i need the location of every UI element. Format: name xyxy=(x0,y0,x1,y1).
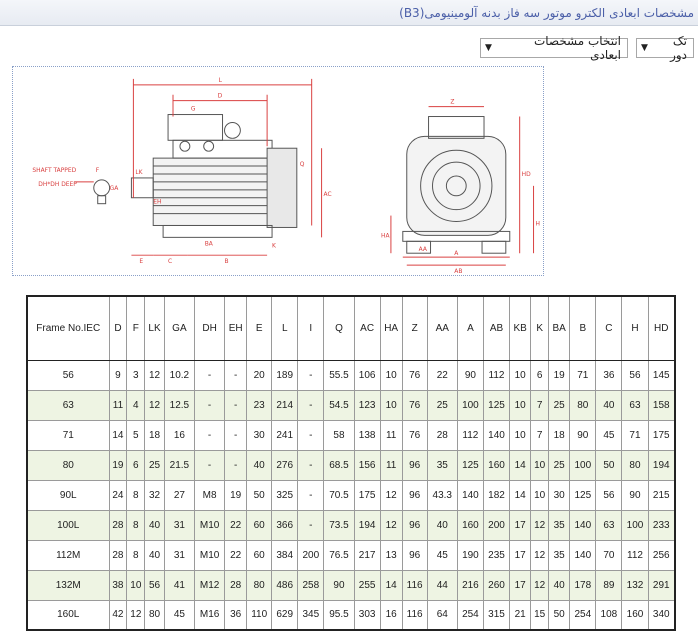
table-cell: 4 xyxy=(127,390,145,420)
column-header-l: L xyxy=(272,296,298,360)
table-cell: 10 xyxy=(127,570,145,600)
column-header-dh: DH xyxy=(195,296,225,360)
table-cell: 486 xyxy=(272,570,298,600)
dim-label-AA: AA xyxy=(418,246,427,254)
column-header-k: K xyxy=(531,296,549,360)
table-cell: 35 xyxy=(549,510,570,540)
table-cell: 12 xyxy=(380,480,402,510)
table-cell: 13 xyxy=(380,540,402,570)
table-cell: - xyxy=(225,420,247,450)
table-cell: 100 xyxy=(570,450,596,480)
table-cell: 76 xyxy=(402,360,427,390)
table-cell: 10 xyxy=(510,360,531,390)
table-row xyxy=(27,420,675,450)
column-header-d: D xyxy=(109,296,127,360)
table-cell: 8 xyxy=(127,540,145,570)
dim-label-GA: GA xyxy=(109,184,119,192)
table-cell: - xyxy=(298,360,324,390)
table-cell: 96 xyxy=(402,480,427,510)
table-cell: 19 xyxy=(109,450,127,480)
table-cell: 160 xyxy=(622,600,648,630)
table-cell: 56 xyxy=(596,480,622,510)
table-cell: 189 xyxy=(272,360,298,390)
table-cell: 8 xyxy=(127,510,145,540)
table-cell: - xyxy=(195,450,225,480)
table-row xyxy=(27,600,675,630)
dim-label-EH: EH xyxy=(153,198,162,206)
table-cell: 194 xyxy=(354,510,380,540)
table-cell: 22 xyxy=(225,510,247,540)
table-cell: 89 xyxy=(596,570,622,600)
table-cell: 31 xyxy=(164,540,194,570)
page-title-bar xyxy=(0,0,698,26)
dim-label-G: G xyxy=(190,105,196,113)
table-row xyxy=(27,480,675,510)
column-header-e: E xyxy=(247,296,272,360)
table-cell: 6 xyxy=(127,450,145,480)
table-cell: 276 xyxy=(272,450,298,480)
table-cell: 28 xyxy=(225,570,247,600)
table-cell: 12 xyxy=(145,360,165,390)
table-cell: M16 xyxy=(195,600,225,630)
table-cell: - xyxy=(298,450,324,480)
table-row xyxy=(27,540,675,570)
dim-label-A: A xyxy=(454,250,459,258)
column-header-h: H xyxy=(622,296,648,360)
table-cell: 10 xyxy=(380,390,402,420)
dim-label-AC: AC xyxy=(323,190,332,198)
table-cell: 345 xyxy=(298,600,324,630)
table-cell: 384 xyxy=(272,540,298,570)
table-cell: 214 xyxy=(272,390,298,420)
column-header-ac: AC xyxy=(354,296,380,360)
table-cell: 216 xyxy=(457,570,483,600)
table-cell: 178 xyxy=(570,570,596,600)
table-cell: 194 xyxy=(648,450,675,480)
dimension-table xyxy=(26,295,676,631)
page-title: مشخصات ابعادی الکترو موتور سه فاز بدنه آلومینیومی(B3) xyxy=(399,6,694,20)
table-cell: 235 xyxy=(483,540,509,570)
dim-label-H: H xyxy=(535,220,540,228)
table-cell: 255 xyxy=(354,570,380,600)
table-cell: 340 xyxy=(648,600,675,630)
table-cell: 110 xyxy=(247,600,272,630)
dim-label-AB: AB xyxy=(454,268,463,275)
frame-cell: 160L xyxy=(27,600,109,630)
table-cell: 96 xyxy=(402,450,427,480)
table-cell: 17 xyxy=(510,510,531,540)
table-cell: 30 xyxy=(549,480,570,510)
table-cell: 190 xyxy=(457,540,483,570)
table-cell: M12 xyxy=(195,570,225,600)
table-cell: 18 xyxy=(549,420,570,450)
table-cell: 80 xyxy=(622,450,648,480)
column-header-ga: GA xyxy=(164,296,194,360)
speed-select[interactable] xyxy=(636,34,694,62)
table-cell: 76.5 xyxy=(324,540,354,570)
table-cell: 14 xyxy=(510,450,531,480)
table-cell: 3 xyxy=(127,360,145,390)
table-cell: - xyxy=(225,450,247,480)
table-cell: 132 xyxy=(622,570,648,600)
table-cell: 182 xyxy=(483,480,509,510)
table-cell: 60 xyxy=(247,510,272,540)
column-header-c: C xyxy=(596,296,622,360)
table-cell: 12 xyxy=(145,390,165,420)
table-cell: 16 xyxy=(164,420,194,450)
table-cell: 21.5 xyxy=(164,450,194,480)
column-header-ba: BA xyxy=(549,296,570,360)
dim-label-HA: HA xyxy=(381,232,390,240)
dim-label-BA: BA xyxy=(204,240,213,248)
table-cell: 36 xyxy=(225,600,247,630)
table-cell: 112 xyxy=(457,420,483,450)
table-cell: 12 xyxy=(127,600,145,630)
table-header-row xyxy=(27,296,675,360)
dimension-select-value: انتخاب مشخصات ابعادی xyxy=(533,34,621,62)
table-cell: 19 xyxy=(225,480,247,510)
dim-label-L: L xyxy=(218,76,222,84)
speed-select-value: تک دور xyxy=(670,34,687,62)
table-cell: 6 xyxy=(531,360,549,390)
table-cell: 140 xyxy=(570,510,596,540)
table-cell: 160 xyxy=(483,450,509,480)
table-cell: 140 xyxy=(570,540,596,570)
frame-cell: 112M xyxy=(27,540,109,570)
table-cell: 254 xyxy=(457,600,483,630)
column-header-f: F xyxy=(127,296,145,360)
table-cell: 25 xyxy=(145,450,165,480)
table-cell: 40 xyxy=(145,510,165,540)
column-header-q: Q xyxy=(324,296,354,360)
table-cell: 56 xyxy=(622,360,648,390)
table-cell: 125 xyxy=(570,480,596,510)
table-cell: 12.5 xyxy=(164,390,194,420)
column-header-ha: HA xyxy=(380,296,402,360)
table-cell: 14 xyxy=(510,480,531,510)
table-cell: 100 xyxy=(457,390,483,420)
table-cell: 10 xyxy=(510,390,531,420)
table-cell: 260 xyxy=(483,570,509,600)
filter-controls xyxy=(480,34,694,62)
frame-cell: 56 xyxy=(27,360,109,390)
table-cell: - xyxy=(298,480,324,510)
table-cell: 25 xyxy=(549,390,570,420)
table-cell: 27 xyxy=(164,480,194,510)
table-cell: 63 xyxy=(622,390,648,420)
table-cell: 22 xyxy=(427,360,457,390)
table-cell: 23 xyxy=(247,390,272,420)
chevron-down-icon: ▼ xyxy=(485,43,492,53)
table-row xyxy=(27,390,675,420)
dim-label-C: C xyxy=(168,258,173,266)
table-cell: 10 xyxy=(531,450,549,480)
dim-label-HD: HD xyxy=(521,170,531,178)
table-cell: 56 xyxy=(145,570,165,600)
table-cell: 12 xyxy=(531,510,549,540)
column-header-ab: AB xyxy=(483,296,509,360)
table-cell: 38 xyxy=(109,570,127,600)
table-cell: 233 xyxy=(648,510,675,540)
table-cell: 12 xyxy=(380,510,402,540)
table-cell: 80 xyxy=(145,600,165,630)
table-cell: 71 xyxy=(622,420,648,450)
dim-label-E: E xyxy=(139,258,144,266)
table-cell: 291 xyxy=(648,570,675,600)
table-cell: 90 xyxy=(622,480,648,510)
table-cell: 60 xyxy=(247,540,272,570)
table-cell: 254 xyxy=(570,600,596,630)
table-cell: 140 xyxy=(483,420,509,450)
table-cell: 40 xyxy=(549,570,570,600)
table-body xyxy=(27,360,675,630)
table-cell: 80 xyxy=(570,390,596,420)
column-header-a: A xyxy=(457,296,483,360)
table-cell: 25 xyxy=(549,450,570,480)
table-cell: 76 xyxy=(402,390,427,420)
table-cell: 125 xyxy=(483,390,509,420)
table-cell: 54.5 xyxy=(324,390,354,420)
table-cell: 64 xyxy=(427,600,457,630)
table-cell: 42 xyxy=(109,600,127,630)
table-cell: 35 xyxy=(427,450,457,480)
frame-cell: 63 xyxy=(27,390,109,420)
table-cell: 71 xyxy=(570,360,596,390)
dh-deep-label: DH*DH DEEP xyxy=(38,180,77,188)
table-cell: 63 xyxy=(596,510,622,540)
table-cell: - xyxy=(195,420,225,450)
motor-drawing-svg xyxy=(13,67,543,275)
table-cell: 28 xyxy=(109,540,127,570)
table-cell: 41 xyxy=(164,570,194,600)
column-header-i: I xyxy=(298,296,324,360)
chevron-down-icon: ▼ xyxy=(641,43,648,53)
table-cell: 31 xyxy=(164,510,194,540)
table-cell: 45 xyxy=(164,600,194,630)
table-cell: 55.5 xyxy=(324,360,354,390)
table-cell: 68.5 xyxy=(324,450,354,480)
table-cell: 366 xyxy=(272,510,298,540)
table-cell: 25 xyxy=(427,390,457,420)
frame-cell: 71 xyxy=(27,420,109,450)
table-cell: 40 xyxy=(145,540,165,570)
table-cell: 158 xyxy=(648,390,675,420)
table-cell: 9 xyxy=(109,360,127,390)
column-header-eh: EH xyxy=(225,296,247,360)
dim-label-LK: LK xyxy=(135,168,143,176)
table-cell: 200 xyxy=(298,540,324,570)
table-cell: 16 xyxy=(380,600,402,630)
table-cell: 14 xyxy=(109,420,127,450)
table-cell: 76 xyxy=(402,420,427,450)
table-cell: 112 xyxy=(483,360,509,390)
frame-cell: 80 xyxy=(27,450,109,480)
table-cell: 108 xyxy=(596,600,622,630)
table-cell: 10.2 xyxy=(164,360,194,390)
table-row xyxy=(27,450,675,480)
table-cell: 106 xyxy=(354,360,380,390)
table-cell: 8 xyxy=(127,480,145,510)
table-cell: 200 xyxy=(483,510,509,540)
table-cell: 45 xyxy=(596,420,622,450)
table-cell: 156 xyxy=(354,450,380,480)
table-cell: 14 xyxy=(380,570,402,600)
column-header-lk: LK xyxy=(145,296,165,360)
table-cell: 80 xyxy=(247,570,272,600)
table-cell: 217 xyxy=(354,540,380,570)
dim-label-B: B xyxy=(224,258,229,266)
table-cell: M8 xyxy=(195,480,225,510)
table-cell: 96 xyxy=(402,540,427,570)
table-cell: 241 xyxy=(272,420,298,450)
table-cell: 36 xyxy=(596,360,622,390)
table-cell: 315 xyxy=(483,600,509,630)
table-cell: 160 xyxy=(457,510,483,540)
dim-label-K: K xyxy=(272,242,276,250)
table-cell: 40 xyxy=(427,510,457,540)
column-header-b: B xyxy=(570,296,596,360)
table-cell: 138 xyxy=(354,420,380,450)
dim-label-D: D xyxy=(217,92,223,100)
table-cell: 96 xyxy=(402,510,427,540)
table-cell: 100 xyxy=(622,510,648,540)
table-cell: 95.5 xyxy=(324,600,354,630)
table-cell: 90 xyxy=(324,570,354,600)
shaft-tapped-label: SHAFT TAPPED xyxy=(32,166,77,174)
table-cell: 11 xyxy=(109,390,127,420)
table-row xyxy=(27,570,675,600)
table-cell: 24 xyxy=(109,480,127,510)
table-cell: 90 xyxy=(457,360,483,390)
table-cell: 10 xyxy=(380,360,402,390)
frame-cell: 90L xyxy=(27,480,109,510)
table-cell: 175 xyxy=(354,480,380,510)
table-cell: 21 xyxy=(510,600,531,630)
table-cell: 40 xyxy=(596,390,622,420)
table-cell: 28 xyxy=(109,510,127,540)
table-cell: 50 xyxy=(596,450,622,480)
table-cell: - xyxy=(195,390,225,420)
dim-label-Q: Q xyxy=(299,161,305,169)
table-cell: 629 xyxy=(272,600,298,630)
table-cell: 256 xyxy=(648,540,675,570)
table-cell: - xyxy=(225,390,247,420)
table-cell: 70 xyxy=(596,540,622,570)
table-cell: 116 xyxy=(402,570,427,600)
table-cell: 50 xyxy=(247,480,272,510)
column-header-z: Z xyxy=(402,296,427,360)
table-cell: - xyxy=(298,420,324,450)
table-cell: 258 xyxy=(298,570,324,600)
table-cell: 35 xyxy=(549,540,570,570)
table-cell: 325 xyxy=(272,480,298,510)
table-cell: 303 xyxy=(354,600,380,630)
table-cell: 7 xyxy=(531,390,549,420)
table-cell: 112 xyxy=(622,540,648,570)
table-cell: 32 xyxy=(145,480,165,510)
table-cell: 18 xyxy=(145,420,165,450)
table-cell: 12 xyxy=(531,570,549,600)
column-header-aa: AA xyxy=(427,296,457,360)
table-cell: 145 xyxy=(648,360,675,390)
table-cell: 40 xyxy=(247,450,272,480)
table-cell: 43.3 xyxy=(427,480,457,510)
table-cell: 17 xyxy=(510,540,531,570)
table-cell: 45 xyxy=(427,540,457,570)
table-cell: - xyxy=(225,360,247,390)
table-cell: 10 xyxy=(510,420,531,450)
table-cell: 123 xyxy=(354,390,380,420)
table-cell: 140 xyxy=(457,480,483,510)
table-cell: 11 xyxy=(380,450,402,480)
dim-label-F: F xyxy=(95,166,100,174)
table-cell: 20 xyxy=(247,360,272,390)
table-cell: 15 xyxy=(531,600,549,630)
table-cell: 50 xyxy=(549,600,570,630)
motor-dimension-drawing xyxy=(12,66,544,276)
dimension-select[interactable] xyxy=(480,34,628,62)
table-row xyxy=(27,510,675,540)
table-row xyxy=(27,360,675,390)
table-cell: - xyxy=(298,390,324,420)
frame-cell: 100L xyxy=(27,510,109,540)
table-cell: 44 xyxy=(427,570,457,600)
table-cell: 12 xyxy=(531,540,549,570)
table-cell: M10 xyxy=(195,510,225,540)
table-cell: 22 xyxy=(225,540,247,570)
table-cell: 11 xyxy=(380,420,402,450)
table-cell: 116 xyxy=(402,600,427,630)
table-cell: 58 xyxy=(324,420,354,450)
table-cell: 90 xyxy=(570,420,596,450)
table-cell: 17 xyxy=(510,570,531,600)
table-cell: 70.5 xyxy=(324,480,354,510)
table-cell: - xyxy=(195,360,225,390)
dimension-table-wrapper xyxy=(26,295,676,631)
table-cell: 28 xyxy=(427,420,457,450)
table-cell: 125 xyxy=(457,450,483,480)
table-cell: 215 xyxy=(648,480,675,510)
frame-cell: 132M xyxy=(27,570,109,600)
column-header-kb: KB xyxy=(510,296,531,360)
table-cell: 10 xyxy=(531,480,549,510)
table-cell: 30 xyxy=(247,420,272,450)
table-cell: 73.5 xyxy=(324,510,354,540)
column-header-hd: HD xyxy=(648,296,675,360)
table-cell: 175 xyxy=(648,420,675,450)
table-cell: M10 xyxy=(195,540,225,570)
dim-label-Z: Z xyxy=(450,98,455,106)
column-header-frame-no: Frame No.IEC xyxy=(27,296,109,360)
table-cell: 5 xyxy=(127,420,145,450)
table-cell: - xyxy=(298,510,324,540)
table-cell: 19 xyxy=(549,360,570,390)
table-cell: 7 xyxy=(531,420,549,450)
